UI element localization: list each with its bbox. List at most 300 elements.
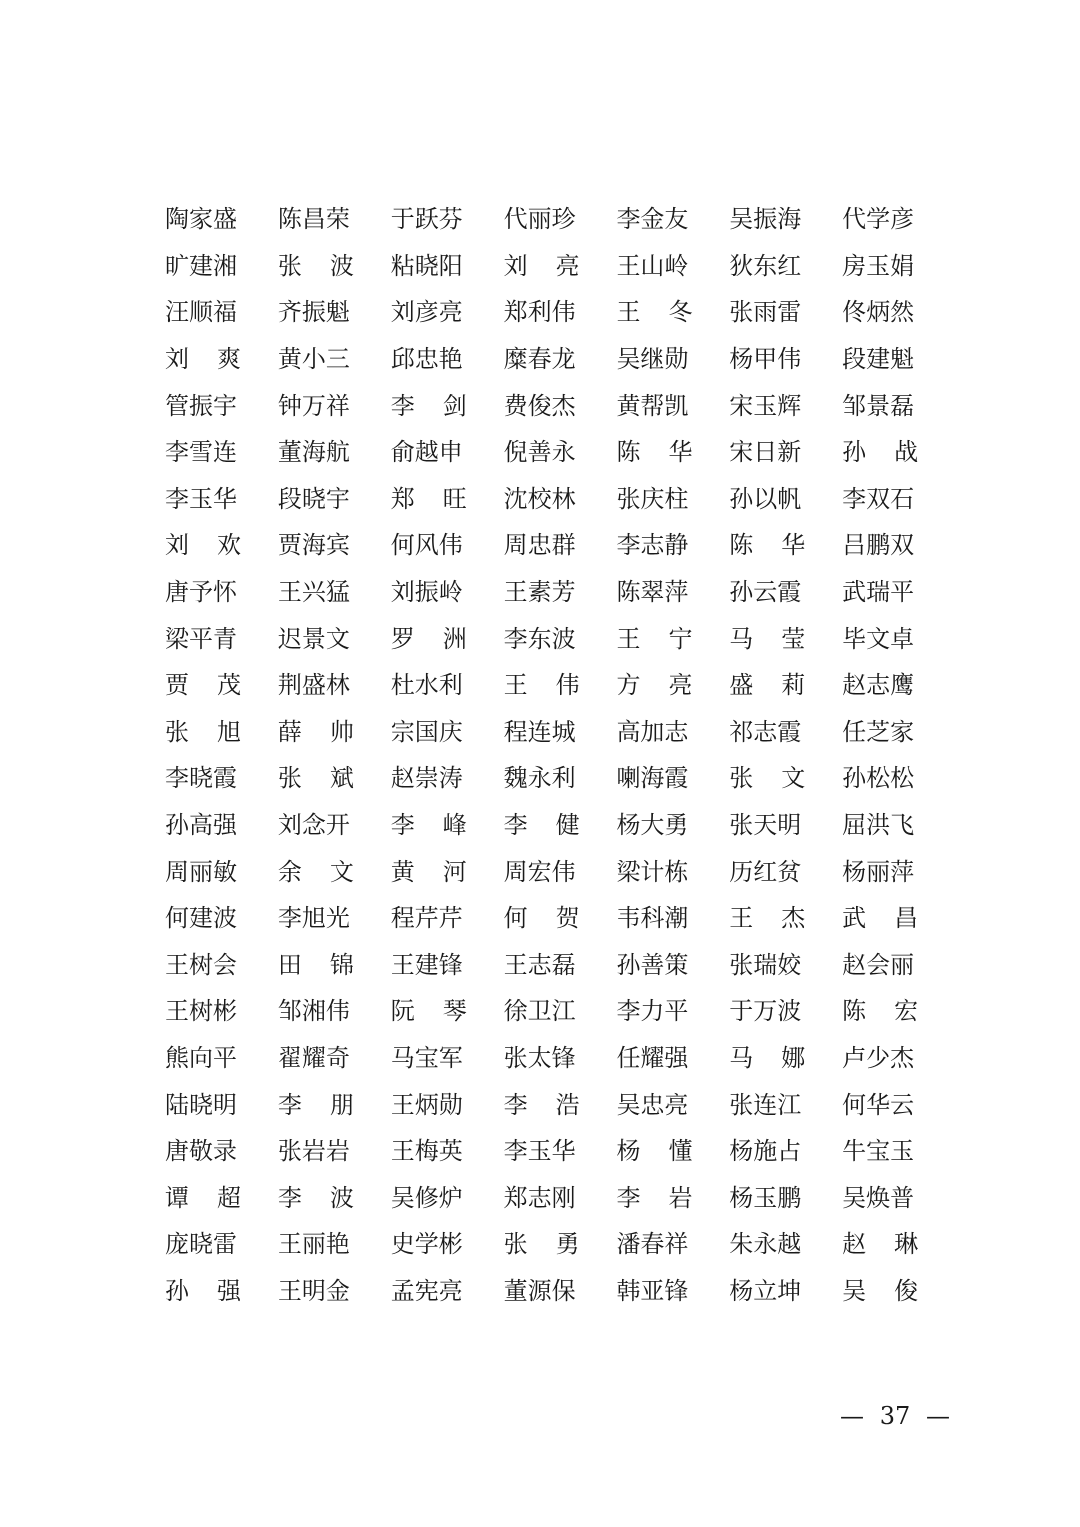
- name-cell: [391, 811, 504, 839]
- person-name: 王树会: [165, 950, 237, 979]
- name-cell: [165, 671, 278, 699]
- name-cell: [504, 764, 617, 792]
- person-name: 王兴猛: [277, 578, 350, 607]
- person-name: 刘 亮: [503, 251, 580, 280]
- name-row: [165, 895, 955, 942]
- person-name: 陈 华: [616, 438, 693, 467]
- name-cell: [391, 625, 504, 653]
- person-name: 孙 强: [165, 1276, 241, 1305]
- person-name: 方 亮: [616, 671, 693, 700]
- person-name: 王 伟: [503, 671, 580, 700]
- person-name: 陈 宏: [842, 997, 919, 1026]
- name-cell: [616, 578, 729, 606]
- name-cell: [391, 858, 504, 886]
- person-name: 宋日新: [729, 438, 802, 467]
- name-cell: [391, 1184, 504, 1212]
- person-name: 史学彬: [390, 1230, 463, 1259]
- name-cell: [729, 205, 842, 233]
- person-name: 马宝军: [390, 1043, 463, 1072]
- person-name: 周忠群: [503, 531, 576, 560]
- name-cell: [165, 298, 278, 326]
- person-name: 王树彬: [165, 997, 237, 1026]
- person-name: 刘念开: [277, 811, 350, 840]
- name-row: [165, 429, 955, 476]
- name-cell: [165, 858, 278, 886]
- person-name: 杨丽萍: [842, 857, 915, 886]
- name-list-grid: [165, 196, 955, 1314]
- name-cell: [391, 252, 504, 280]
- person-name: 李金友: [616, 205, 689, 234]
- name-cell: [729, 997, 842, 1025]
- name-cell: [616, 671, 729, 699]
- name-cell: [391, 578, 504, 606]
- name-cell: [278, 1091, 391, 1119]
- person-name: 张岩岩: [277, 1137, 350, 1166]
- person-name: 杨玉鹏: [729, 1183, 802, 1212]
- name-cell: [729, 671, 842, 699]
- person-name: 程芹芹: [390, 904, 463, 933]
- name-cell: [504, 671, 617, 699]
- name-cell: [616, 252, 729, 280]
- name-cell: [278, 1137, 391, 1165]
- name-cell: [616, 858, 729, 886]
- name-cell: [729, 625, 842, 653]
- name-cell: [278, 1044, 391, 1072]
- person-name: 梁平青: [165, 624, 237, 653]
- name-cell: [729, 345, 842, 373]
- name-cell: [729, 1137, 842, 1165]
- name-cell: [616, 951, 729, 979]
- person-name: 何华云: [842, 1090, 915, 1119]
- name-row: [165, 1268, 955, 1315]
- person-name: 赵会丽: [842, 950, 915, 979]
- name-cell: [616, 438, 729, 466]
- person-name: 翟耀奇: [277, 1043, 350, 1072]
- name-cell: [616, 392, 729, 420]
- footer-dash-left: —: [840, 1402, 864, 1430]
- person-name: 余 文: [277, 857, 354, 886]
- name-row: [165, 802, 955, 849]
- person-name: 吴继勋: [616, 345, 689, 374]
- name-cell: [842, 252, 955, 280]
- name-cell: [616, 1091, 729, 1119]
- name-cell: [165, 1044, 278, 1072]
- name-cell: [278, 997, 391, 1025]
- name-cell: [165, 1230, 278, 1258]
- name-cell: [391, 671, 504, 699]
- person-name: 李 健: [503, 811, 580, 840]
- person-name: 旷建湘: [165, 251, 237, 280]
- person-name: 朱永越: [729, 1230, 802, 1259]
- name-row: [165, 1174, 955, 1221]
- person-name: 罗 洲: [390, 624, 467, 653]
- name-cell: [504, 858, 617, 886]
- name-cell: [165, 1091, 278, 1119]
- name-cell: [391, 531, 504, 559]
- name-row: [165, 988, 955, 1035]
- name-row: [165, 1221, 955, 1268]
- name-cell: [616, 764, 729, 792]
- person-name: 马 娜: [729, 1043, 806, 1072]
- person-name: 粘晓阳: [390, 251, 463, 280]
- person-name: 吴修炉: [390, 1183, 463, 1212]
- person-name: 赵崇涛: [390, 764, 463, 793]
- person-name: 刘 爽: [165, 345, 241, 374]
- name-cell: [616, 298, 729, 326]
- person-name: 李 峰: [390, 811, 467, 840]
- name-cell: [729, 392, 842, 420]
- person-name: 周丽敏: [165, 857, 237, 886]
- name-cell: [616, 531, 729, 559]
- name-cell: [278, 764, 391, 792]
- name-cell: [616, 997, 729, 1025]
- person-name: 钟万祥: [277, 391, 350, 420]
- name-cell: [842, 1044, 955, 1072]
- name-row: [165, 382, 955, 429]
- person-name: 糜春龙: [503, 345, 576, 374]
- name-cell: [729, 858, 842, 886]
- name-cell: [165, 345, 278, 373]
- name-cell: [391, 392, 504, 420]
- person-name: 孙善策: [616, 950, 689, 979]
- name-cell: [391, 764, 504, 792]
- name-cell: [616, 205, 729, 233]
- name-cell: [842, 718, 955, 746]
- person-name: 于万波: [729, 997, 802, 1026]
- name-cell: [165, 1137, 278, 1165]
- person-name: 陶家盛: [165, 205, 237, 234]
- person-name: 张天明: [729, 811, 802, 840]
- name-cell: [616, 1230, 729, 1258]
- name-cell: [729, 252, 842, 280]
- name-cell: [504, 485, 617, 513]
- person-name: 张庆柱: [616, 484, 689, 513]
- name-cell: [278, 438, 391, 466]
- person-name: 薛 帅: [277, 717, 354, 746]
- person-name: 贾 茂: [165, 671, 241, 700]
- person-name: 董源保: [503, 1276, 576, 1305]
- name-cell: [616, 1184, 729, 1212]
- person-name: 吴忠亮: [616, 1090, 689, 1119]
- person-name: 代丽珍: [503, 205, 576, 234]
- person-name: 宋玉辉: [729, 391, 802, 420]
- name-cell: [504, 1184, 617, 1212]
- name-cell: [616, 811, 729, 839]
- person-name: 屈洪飞: [842, 811, 915, 840]
- person-name: 马 莹: [729, 624, 806, 653]
- person-name: 祁志霞: [729, 717, 802, 746]
- person-name: 段晓宇: [277, 484, 350, 513]
- name-cell: [729, 298, 842, 326]
- name-cell: [616, 625, 729, 653]
- name-cell: [391, 345, 504, 373]
- name-cell: [504, 1230, 617, 1258]
- name-cell: [278, 205, 391, 233]
- name-row: [165, 848, 955, 895]
- name-row: [165, 755, 955, 802]
- person-name: 李双石: [842, 484, 915, 513]
- page-footer: [840, 1402, 950, 1430]
- person-name: 吕鹏双: [842, 531, 915, 560]
- name-row: [165, 942, 955, 989]
- name-cell: [729, 578, 842, 606]
- name-cell: [165, 1277, 278, 1305]
- name-cell: [391, 1044, 504, 1072]
- name-cell: [729, 1044, 842, 1072]
- person-name: 邱忠艳: [390, 345, 463, 374]
- name-cell: [842, 1184, 955, 1212]
- name-cell: [165, 1184, 278, 1212]
- name-cell: [278, 671, 391, 699]
- person-name: 何建波: [165, 904, 237, 933]
- footer-dash-right: —: [925, 1402, 950, 1430]
- name-cell: [616, 345, 729, 373]
- person-name: 张瑞姣: [729, 950, 802, 979]
- person-name: 汪顺福: [165, 298, 237, 327]
- person-name: 代学彦: [842, 205, 915, 234]
- name-cell: [391, 1091, 504, 1119]
- name-cell: [842, 997, 955, 1025]
- name-cell: [165, 951, 278, 979]
- name-cell: [165, 531, 278, 559]
- person-name: 倪善永: [503, 438, 576, 467]
- name-cell: [842, 951, 955, 979]
- person-name: 李晓霞: [165, 764, 237, 793]
- name-cell: [278, 811, 391, 839]
- name-cell: [842, 345, 955, 373]
- name-cell: [729, 531, 842, 559]
- name-cell: [729, 438, 842, 466]
- name-cell: [504, 1277, 617, 1305]
- person-name: 李雪连: [165, 438, 237, 467]
- person-name: 孙 战: [842, 438, 919, 467]
- person-name: 于跃芬: [390, 205, 463, 234]
- name-row: [165, 196, 955, 243]
- person-name: 武瑞平: [842, 578, 915, 607]
- name-cell: [278, 858, 391, 886]
- name-row: [165, 1128, 955, 1175]
- person-name: 杜水利: [390, 671, 463, 700]
- person-name: 刘彦亮: [390, 298, 463, 327]
- name-cell: [278, 298, 391, 326]
- person-name: 孟宪亮: [390, 1276, 463, 1305]
- person-name: 李志静: [616, 531, 689, 560]
- name-cell: [504, 997, 617, 1025]
- person-name: 黄小三: [277, 345, 350, 374]
- name-cell: [165, 252, 278, 280]
- person-name: 何 贺: [503, 904, 580, 933]
- person-name: 陈翠萍: [616, 578, 689, 607]
- name-cell: [165, 205, 278, 233]
- name-cell: [278, 578, 391, 606]
- person-name: 陈昌荣: [277, 205, 350, 234]
- name-cell: [165, 811, 278, 839]
- person-name: 张 文: [729, 764, 806, 793]
- person-name: 李 浩: [503, 1090, 580, 1119]
- name-cell: [842, 1091, 955, 1119]
- person-name: 董海航: [277, 438, 350, 467]
- name-cell: [729, 951, 842, 979]
- person-name: 梁计栋: [616, 857, 689, 886]
- person-name: 黄 河: [390, 857, 467, 886]
- name-row: [165, 476, 955, 523]
- person-name: 韦科潮: [616, 904, 689, 933]
- name-cell: [616, 1137, 729, 1165]
- name-cell: [842, 904, 955, 932]
- person-name: 李玉华: [503, 1137, 576, 1166]
- name-cell: [391, 1230, 504, 1258]
- name-cell: [729, 718, 842, 746]
- person-name: 吴焕普: [842, 1183, 915, 1212]
- name-cell: [504, 1091, 617, 1119]
- person-name: 武 昌: [842, 904, 919, 933]
- name-cell: [842, 764, 955, 792]
- name-cell: [842, 438, 955, 466]
- name-cell: [391, 904, 504, 932]
- person-name: 喇海霞: [616, 764, 689, 793]
- name-row: [165, 615, 955, 662]
- person-name: 孙松松: [842, 764, 915, 793]
- person-name: 王素芳: [503, 578, 576, 607]
- person-name: 王 冬: [616, 298, 693, 327]
- name-cell: [616, 1277, 729, 1305]
- name-cell: [278, 345, 391, 373]
- person-name: 王建锋: [390, 950, 463, 979]
- name-cell: [165, 438, 278, 466]
- person-name: 荆盛林: [277, 671, 350, 700]
- person-name: 李玉华: [165, 484, 237, 513]
- person-name: 李 剑: [390, 391, 467, 420]
- name-cell: [391, 205, 504, 233]
- name-cell: [729, 1091, 842, 1119]
- person-name: 郑志刚: [503, 1183, 576, 1212]
- name-cell: [278, 1184, 391, 1212]
- name-cell: [278, 531, 391, 559]
- name-cell: [842, 671, 955, 699]
- name-cell: [504, 205, 617, 233]
- name-row: [165, 1035, 955, 1082]
- person-name: 迟景文: [277, 624, 350, 653]
- person-name: 王丽艳: [277, 1230, 350, 1259]
- name-row: [165, 1081, 955, 1128]
- name-cell: [278, 392, 391, 420]
- person-name: 孙高强: [165, 811, 237, 840]
- name-cell: [391, 951, 504, 979]
- name-cell: [729, 485, 842, 513]
- person-name: 历红贫: [729, 857, 802, 886]
- person-name: 任耀强: [616, 1043, 689, 1072]
- person-name: 阮 琴: [390, 997, 467, 1026]
- person-name: 庞晓雷: [165, 1230, 237, 1259]
- name-cell: [842, 625, 955, 653]
- name-cell: [391, 1277, 504, 1305]
- name-cell: [729, 1277, 842, 1305]
- name-cell: [842, 205, 955, 233]
- name-cell: [165, 392, 278, 420]
- name-cell: [504, 1137, 617, 1165]
- name-cell: [504, 438, 617, 466]
- person-name: 陈 华: [729, 531, 806, 560]
- person-name: 潘春祥: [616, 1230, 689, 1259]
- person-name: 杨立坤: [729, 1276, 802, 1305]
- name-cell: [616, 485, 729, 513]
- person-name: 赵志鹰: [842, 671, 915, 700]
- person-name: 刘 欢: [165, 531, 241, 560]
- person-name: 杨大勇: [616, 811, 689, 840]
- name-cell: [391, 1137, 504, 1165]
- name-row: [165, 662, 955, 709]
- name-cell: [165, 997, 278, 1025]
- person-name: 黄帮凯: [616, 391, 689, 420]
- person-name: 张雨雷: [729, 298, 802, 327]
- person-name: 唐予怀: [165, 578, 237, 607]
- name-cell: [729, 1184, 842, 1212]
- name-row: [165, 336, 955, 383]
- person-name: 谭 超: [165, 1183, 241, 1212]
- person-name: 赵 琳: [842, 1230, 919, 1259]
- name-cell: [278, 485, 391, 513]
- person-name: 张连江: [729, 1090, 802, 1119]
- person-name: 王 杰: [729, 904, 806, 933]
- person-name: 田 锦: [277, 950, 354, 979]
- name-row: [165, 289, 955, 336]
- name-cell: [165, 578, 278, 606]
- person-name: 李东波: [503, 624, 576, 653]
- name-cell: [504, 298, 617, 326]
- person-name: 任芝家: [842, 717, 915, 746]
- person-name: 费俊杰: [503, 391, 576, 420]
- name-cell: [842, 578, 955, 606]
- name-cell: [842, 1137, 955, 1165]
- name-cell: [729, 811, 842, 839]
- person-name: 李 岩: [616, 1183, 693, 1212]
- person-name: 齐振魁: [277, 298, 350, 327]
- person-name: 唐敬录: [165, 1137, 237, 1166]
- person-name: 王志磊: [503, 950, 576, 979]
- person-name: 佟炳然: [842, 298, 915, 327]
- person-name: 李旭光: [277, 904, 350, 933]
- person-name: 邹景磊: [842, 391, 915, 420]
- person-name: 张 勇: [503, 1230, 580, 1259]
- person-name: 宗国庆: [390, 717, 463, 746]
- name-cell: [165, 764, 278, 792]
- person-name: 吴振海: [729, 205, 802, 234]
- person-name: 何风伟: [390, 531, 463, 560]
- person-name: 房玉娟: [842, 251, 915, 280]
- name-cell: [842, 1230, 955, 1258]
- person-name: 杨施占: [729, 1137, 802, 1166]
- person-name: 李力平: [616, 997, 689, 1026]
- person-name: 王 宁: [616, 624, 693, 653]
- person-name: 沈校林: [503, 484, 576, 513]
- name-cell: [729, 904, 842, 932]
- name-row: [165, 569, 955, 616]
- name-cell: [504, 345, 617, 373]
- person-name: 高加志: [616, 717, 689, 746]
- name-cell: [278, 252, 391, 280]
- person-name: 李 波: [277, 1183, 354, 1212]
- name-cell: [391, 718, 504, 746]
- name-cell: [504, 392, 617, 420]
- person-name: 杨 懂: [616, 1137, 693, 1166]
- person-name: 王明金: [277, 1276, 350, 1305]
- person-name: 贾海宾: [277, 531, 350, 560]
- name-cell: [616, 718, 729, 746]
- person-name: 盛 莉: [729, 671, 806, 700]
- name-cell: [278, 1277, 391, 1305]
- person-name: 郑 旺: [390, 484, 467, 513]
- name-cell: [729, 764, 842, 792]
